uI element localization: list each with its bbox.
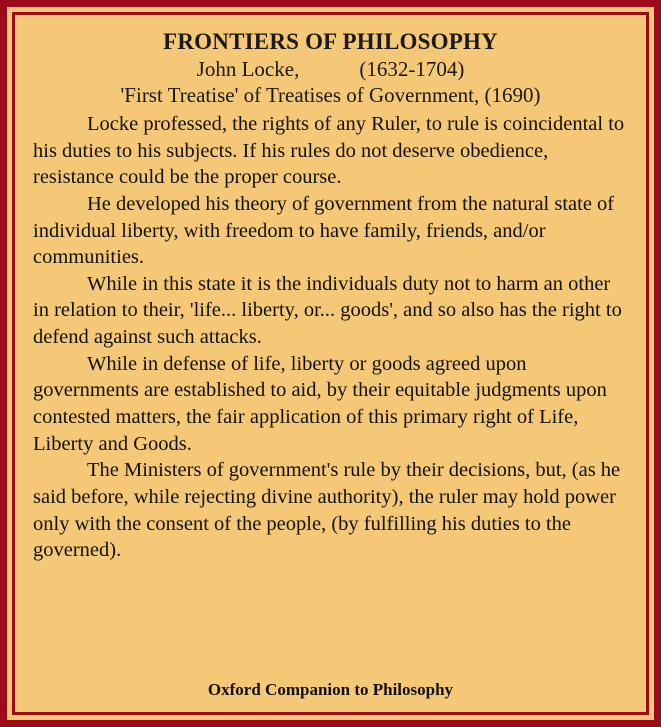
body-text xyxy=(33,111,628,668)
author-line xyxy=(33,57,628,82)
source-citation: Oxford Companion to Philosophy xyxy=(207,680,454,699)
poster-inner-border xyxy=(12,12,649,715)
paragraph: Locke professed, the rights of any Ruler, to rule is coincidental to his duties to his subjects. If his rules do not deserve obedience, resistance could be the proper course. xyxy=(33,113,625,189)
paragraph: The Ministers of government's rule by their decisions, but, (as he said before, while rejecting divine authority), the ruler may hold power only with the consent of the people, (by fulfilling his duties to the governed). xyxy=(33,459,621,562)
paragraph: While in defense of life, liberty or goods agreed upon governments are established to aid, by their equitable judgments upon contested matters, the fair application of this primary right of Life, Liberty and Goods. xyxy=(33,352,607,455)
paragraph: He developed his theory of government from the natural state of individual liberty, with freedom to have family, friends, and/or communities. xyxy=(33,192,615,269)
author-name: John Locke, xyxy=(196,57,300,81)
author-dates: (1632-1704) xyxy=(359,57,465,81)
paragraph: While in this state it is the individuals duty not to harm an other in relation to their, 'life... liberty, or... goods', and so also has the right to defend against such attacks. xyxy=(33,272,622,349)
page-title: FRONTIERS OF PHILOSOPHY xyxy=(163,29,498,54)
work-title: 'First Treatise' of Treatises of Government, (1690) xyxy=(120,83,541,107)
